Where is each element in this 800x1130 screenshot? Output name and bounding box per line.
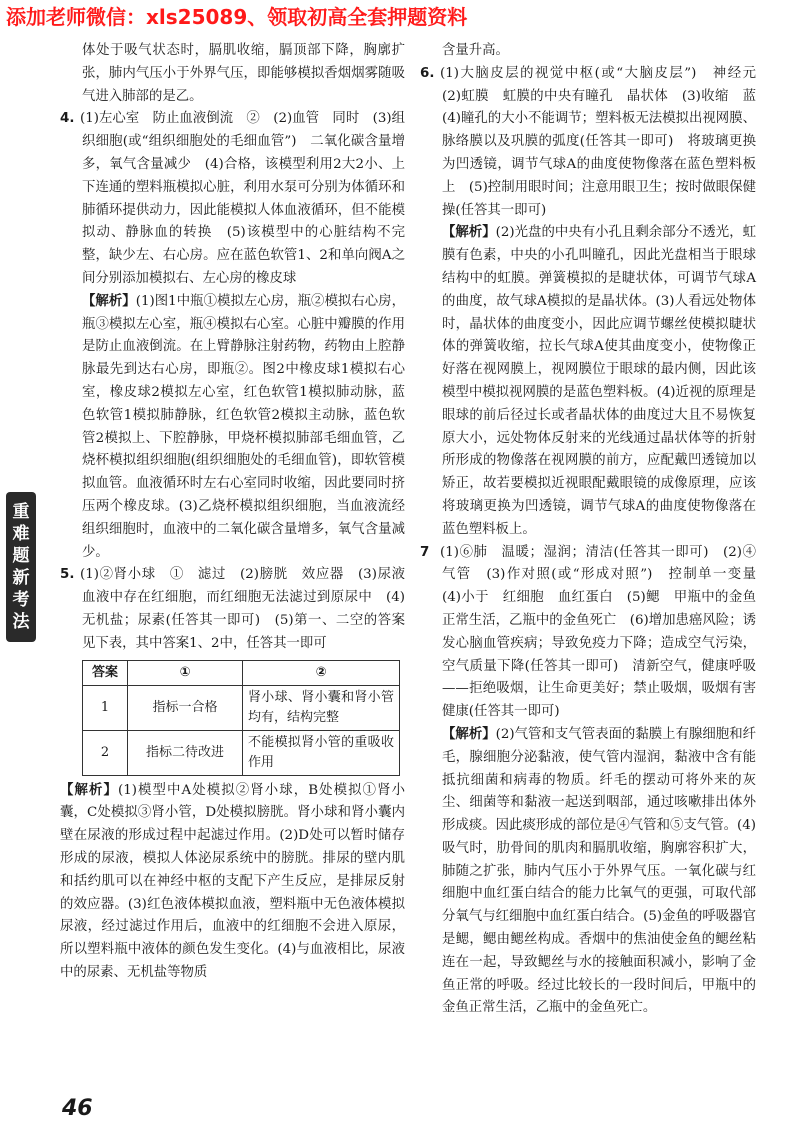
question-number: 4. xyxy=(60,111,75,127)
question-7 xyxy=(420,542,770,1021)
table-cell: 2 xyxy=(83,730,128,775)
table-header: ② xyxy=(243,660,400,685)
analysis-text: (2)光盘的中央有小孔且剩余部分不透光，虹膜有色素，中央的小孔叫瞳孔，因此光盘相当于眼球结构中的虹膜。弹簧模拟的是睫状体，可调节气球A的曲度，故气球A模拟的是晶状体。(3)人看远处物体时，晶状体的曲度变小，因此应调节螺丝使模拟睫状体的弹簧收缩，拉长气球A使其曲度变小，使物像正好落在视网膜上，视网膜位于眼球的最内侧，因此该模型中模拟视网膜的是蓝色塑料板。(4)近视的原理是眼球的前后径过长或者晶状体的曲度过大且不易恢复原大小，远处物体反射来的光线通过晶状体等的折射所形成的物像落在视网膜的前方，应配戴凹透镜加以矫正，故若要模拟近视眼配戴眼镜的成像原理，应该将玻璃更换为凹透镜，调节气球A的曲度使物像落在蓝色塑料板上。 xyxy=(442,225,757,537)
carryover-text: 含量升高。 xyxy=(442,43,509,58)
question-5-analysis xyxy=(60,780,405,985)
table-row xyxy=(83,730,400,775)
table-row xyxy=(83,685,400,730)
left-column xyxy=(60,40,419,985)
side-tab-char: 考 xyxy=(12,590,30,610)
question-number: 5. xyxy=(60,567,75,583)
right-column xyxy=(420,40,770,1020)
analysis-label: 【解析】 xyxy=(442,225,496,241)
table-cell: 指标一合格 xyxy=(128,685,243,730)
answer-text: (1)大脑皮层的视觉中枢(或“大脑皮层”) 神经元 (2)虹膜 虹膜的中央有瞳孔 晶状体 (3)收缩 蓝 (4)瞳孔的大小不能调节；塑料板无法模拟出视网膜、脉络膜以及巩膜的弧度(任答其一即可) 将玻璃更换为凹透镜，调节气球A的曲度使物像落在蓝色塑料板上 (5)控制用眼时间；注意用眼卫生；按时做眼保健操(任答其一即可) xyxy=(440,65,770,218)
side-tab-char: 新 xyxy=(12,568,30,588)
question-4 xyxy=(60,108,405,564)
question-6 xyxy=(420,63,770,542)
table-cell: 指标二待改进 xyxy=(128,730,243,775)
table-header-row xyxy=(83,660,400,685)
analysis-label: 【解析】 xyxy=(442,726,496,742)
answer-text: (1)左心室 防止血液倒流 ② (2)血管 同时 (3)组织细胞(或“组织细胞处的毛细血管”) 二氧化碳含量增多，氧气含量减少 (4)合格，该模型利用2大2小、上下连通的塑料瓶模拟心脏，利用水泵可分别为体循环和肺循环提供动力，因此能模拟人体血液循环，但不能模拟动、静脉血的转换 (5)该模型中的心脏结构不完整，缺少左、右心房。应在蓝色软管1、2和单向阀A之间分别添加模拟右、左心房的橡皮球 xyxy=(80,111,405,286)
answer-text: (1)②肾小球 ① 滤过 (2)膀胱 效应器 (3)尿液 血液中存在红细胞，而红细胞无法滤过到原尿中 (4)无机盐；尿素(任答其一即可) (5)第一、二空的答案见下表，其中答案1、2中，任答其一即可 xyxy=(80,567,419,651)
analysis-label: 【解析】 xyxy=(82,293,136,309)
page-number: 46 xyxy=(62,1096,93,1121)
question-5 xyxy=(60,564,419,655)
analysis-text: (2)气管和支气管表面的黏膜上有腺细胞和纤毛，腺细胞分泌黏液，使气管内湿润，黏液中含有能抵抗细菌和病毒的物质。纤毛的摆动可将外来的灰尘、细菌等和黏液一起送到咽部，通过咳嗽排出体外形成痰。因此痰形成的部位是④气管和⑤支气管。(4)吸气时，肋骨间的肌肉和膈肌收缩，胸廓容积扩大，肺随之扩张，肺内气压小于外界气压。一氧化碳与红细胞中血红蛋白结合的能力比氧气的更强，可取代部分氧气与红细胞中血红蛋白结合。(5)金鱼的呼吸器官是鳃，鳃由鳃丝构成。香烟中的焦油使金鱼的鳃丝粘连在一起，导致鳃丝与水的接触面积减小，影响了金鱼正常的呼吸。经过比较长的一段时间后，甲瓶中的金鱼正常生活，乙瓶中的金鱼死亡。 xyxy=(442,726,757,1016)
table-header: ① xyxy=(128,660,243,685)
table-cell: 肾小球、肾小囊和肾小管均有，结构完整 xyxy=(243,685,400,730)
intro-paragraph: 体处于吸气状态时，膈肌收缩，膈顶部下降，胸廓扩张，肺内气压小于外界气压，即能够模拟香烟烟雾随吸气进入肺部的是乙。 xyxy=(82,43,405,104)
analysis-text: (1)图1中瓶①模拟左心房，瓶②模拟右心房，瓶③模拟左心室，瓶④模拟右心室。心脏中瓣膜的作用是防止血液倒流。在上臂静脉注射药物，药物由上腔静脉最先到达右心房，即瓶②。图2中橡皮球1模拟右心室，橡皮球2模拟左心室，红色软管1模拟肺动脉，蓝色软管1模拟肺静脉，红色软管2模拟主动脉，蓝色软管2模拟上、下腔静脉，甲烧杯模拟肺部毛细血管，乙烧杯模拟组织细胞(组织细胞处的毛细血管)，即软管模拟血管。血液循环时左右心室同时收缩，因此要同时挤压两个橡皮球。(3)乙烧杯模拟组织细胞，当血液流经组织细胞时，血液中的二氧化碳含量增多，氧气含量减少。 xyxy=(82,293,406,560)
analysis-text: (1)模型中A处模拟②肾小球，B处模拟①肾小囊，C处模拟③肾小管，D处模拟膀胱。肾小球和肾小囊内壁在尿液的形成过程中起滤过作用。(2)D处可以暂时储存形成的尿液，模拟人体泌尿系统中的膀胱。排尿的壁内肌和括约肌可以在神经中枢的支配下产生反应，是排尿反射的效应器。(3)红色液体模拟血液，塑料瓶中无色液体模拟尿液，经过滤过作用后，血液中的红细胞不会进入原尿，所以塑料瓶中液体的颜色发生变化。(4)与血液相比，尿液中的尿素、无机盐等物质 xyxy=(60,782,405,980)
side-tab-char: 重 xyxy=(12,502,30,522)
table-cell: 不能模拟肾小管的重吸收作用 xyxy=(243,730,400,775)
table-cell: 1 xyxy=(83,685,128,730)
answer-text: (1)⑥肺 温暖；湿润；清洁(任答其一即可) (2)④气管 (3)作对照(或“形成对照”) 控制单一变量 (4)小于 红细胞 血红蛋白 (5)鳃 甲瓶中的金鱼正常生活，乙瓶中的金鱼死亡 (6)增加患癌风险；诱发心脑血管疾病；导致免疫力下降；造成空气污染，空气质量下降(任答其一即可) 清新空气，健康呼吸——拒绝吸烟，让生命更美好；禁止吸烟，吸烟有害健康(任答其一即可) xyxy=(440,544,770,720)
analysis-label: 【解析】 xyxy=(60,782,118,798)
question-number: 7 xyxy=(420,544,430,560)
promo-banner: 添加老师微信：xls25089、领取初高全套押题资料 xyxy=(0,0,800,34)
side-tab-char: 难 xyxy=(12,524,30,544)
side-category-tab xyxy=(6,492,36,642)
side-tab-char: 法 xyxy=(12,612,30,632)
question-number: 6. xyxy=(420,65,435,81)
side-tab-char: 题 xyxy=(12,546,30,566)
answer-table xyxy=(82,660,400,776)
table-header: 答案 xyxy=(83,660,128,685)
